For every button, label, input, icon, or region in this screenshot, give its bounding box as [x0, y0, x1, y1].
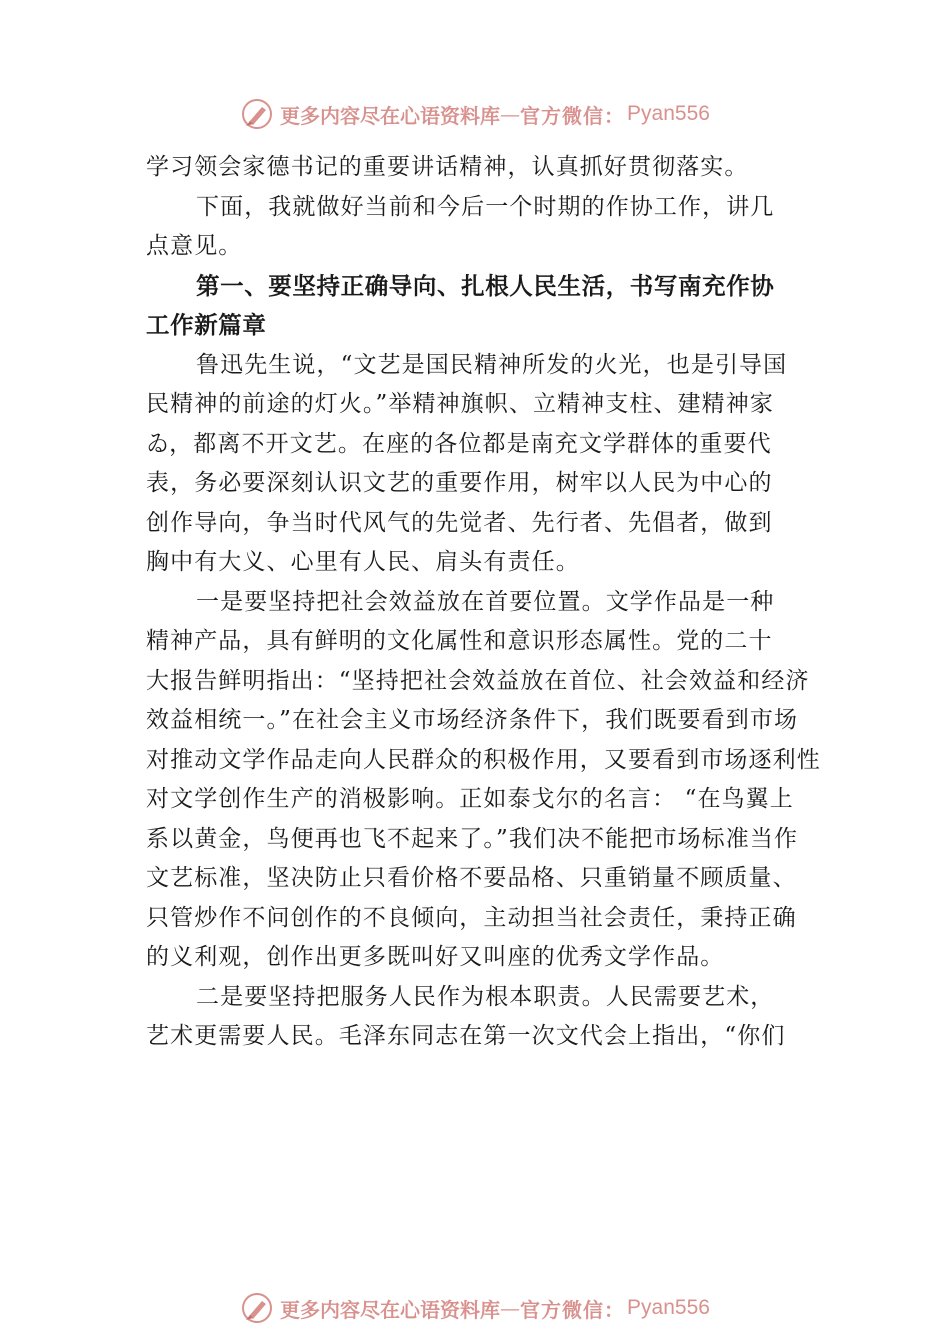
document-body [146, 148, 821, 1057]
paragraph-line: 精神产品，具有鲜明的文化属性和意识形态属性。党的二十 [146, 628, 773, 654]
paragraph-line: 民精神的前途的灯火。”举精神旗帜、立精神支柱、建精神家 [146, 391, 774, 417]
paragraph-line: 胸中有大义、心里有人民、肩头有责任。 [146, 549, 580, 575]
paragraph-line: 一是要坚持把社会效益放在首要位置。文学作品是一种 [196, 588, 775, 615]
paragraph-line: 对推动文学作品走向人民群众的积极作用，又要看到市场逐利性 [146, 746, 821, 773]
paragraph-line: ゐ，都离不开文艺。在座的各位都是南充文学群体的重要代 [146, 430, 772, 457]
pen-nib-logo-icon [240, 1291, 274, 1325]
header-watermark-banner [0, 94, 950, 134]
paragraph-line: 创作导向，争当时代风气的先觉者、先行者、先倡者，做到 [146, 509, 773, 536]
banner-wechat-label: 官方微信： [520, 1297, 626, 1322]
banner-wechat-id: Pyan556 [627, 102, 710, 125]
pen-nib-logo-icon [240, 97, 274, 131]
banner-brand-text: 更多内容尽在心语资料库 [280, 1297, 501, 1322]
banner-separator: — [500, 102, 521, 126]
paragraph-line: 效益相统一。”在社会主义市场经济条件下，我们既要看到市场 [146, 707, 799, 733]
paragraph-line: 文艺标准，坚决防止只看价格不要品格、只重销量不顾质量、 [146, 865, 797, 891]
paragraph-line: 艺术更需要人民。毛泽东同志在第一次文代会上指出，“你们 [146, 1023, 786, 1049]
banner-wechat-label: 官方微信： [520, 103, 626, 128]
paragraph-line: 对文学创作生产的消极影响。正如泰戈尔的名言： “在鸟翼上 [146, 786, 794, 812]
paragraph-line: 大报告鲜明指出：“坚持把社会效益放在首位、社会效益和经济 [146, 667, 810, 694]
paragraph-line: 下面，我就做好当前和今后一个时期的作协工作，讲几 [196, 193, 775, 220]
paragraph-line: 点意见。 [146, 233, 243, 259]
banner-wechat-id: Pyan556 [627, 1296, 710, 1319]
paragraph-line: 系以黄金，鸟便再也飞不起来了。”我们决不能把市场标准当作 [146, 825, 799, 852]
footer-watermark-banner [0, 1288, 950, 1328]
section-heading: 工作新篇章 [146, 311, 267, 339]
paragraph-line: 表，务必要深刻认识文艺的重要作用，树牢以人民为中心的 [146, 470, 773, 496]
paragraph-line: 二是要坚持把服务人民作为根本职责。人民需要艺术， [196, 983, 775, 1010]
banner-brand-text: 更多内容尽在心语资料库 [280, 103, 501, 128]
paragraph-line: 只管炒作不问创作的不良倾向，主动担当社会责任，秉持正确 [146, 904, 797, 931]
paragraph-line: 学习领会家德书记的重要讲话精神，认真抓好贯彻落实。 [146, 154, 749, 180]
banner-separator: — [500, 1296, 521, 1320]
paragraph-line: 鲁迅先生说，“文艺是国民精神所发的火光，也是引导国 [196, 351, 788, 378]
paragraph-line: 的义利观，创作出更多既叫好又叫座的优秀文学作品。 [146, 944, 725, 970]
section-heading: 第一、要坚持正确导向、扎根人民生活，书写南充作协 [196, 271, 775, 300]
